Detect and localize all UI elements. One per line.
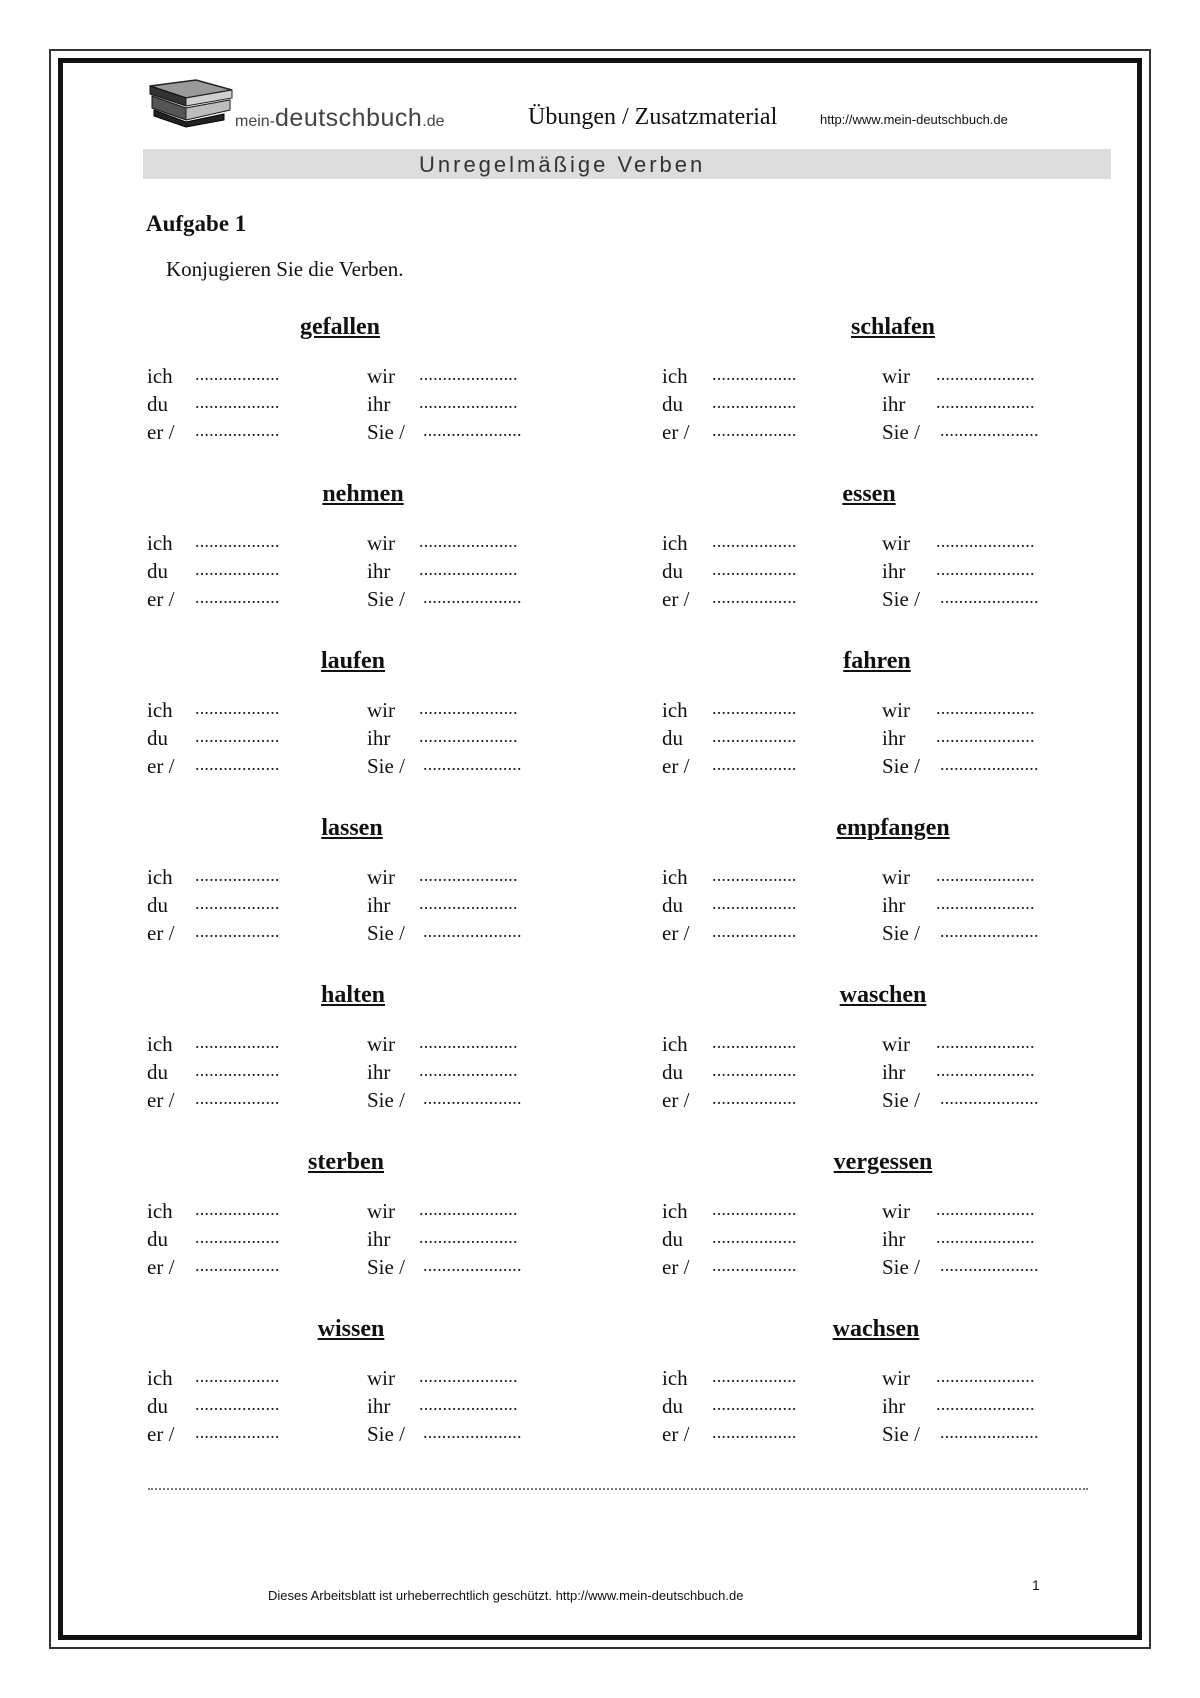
answer-blank-sie: ..................... [423,587,522,607]
conjugation-row [662,1366,1102,1394]
answer-blank-sie: ..................... [423,420,522,440]
verb-title: fahren [843,648,911,674]
answer-blank-ihr: ..................... [419,559,518,579]
pronoun-er: er / [662,1088,690,1112]
verb-title: vergessen [833,1149,933,1175]
answer-blank-du: .................. [195,893,280,913]
page-number: 1 [1032,1577,1040,1593]
answer-blank-sie: ..................... [940,1255,1039,1275]
header-url: http://www.mein-deutschbuch.de [820,112,1008,127]
header-title: Übungen / Zusatzmaterial [528,104,778,130]
conjugation-row [662,1227,1102,1255]
answer-blank-du: .................. [712,1227,797,1247]
verb-title: gefallen [300,314,380,340]
answer-blank-wir: ..................... [936,865,1035,885]
pronoun-du: du [662,392,683,416]
conjugation-row [662,865,1102,893]
pronoun-sie: Sie / [367,754,405,778]
verb-block-empfangen [662,815,1082,955]
pronoun-ich: ich [147,531,173,555]
pronoun-ich: ich [662,1032,688,1056]
pronoun-du: du [147,1227,168,1251]
answer-blank-er: .................. [712,1255,797,1275]
conjugation-row [147,587,587,615]
answer-blank-ihr: ..................... [936,1394,1035,1414]
answer-blank-wir: ..................... [419,1366,518,1386]
pronoun-wir: wir [367,1199,395,1223]
pronoun-sie: Sie / [882,1088,920,1112]
verb-block-halten [147,982,567,1122]
pronoun-du: du [662,726,683,750]
verb-block-gefallen [147,314,567,454]
answer-blank-sie: ..................... [423,1255,522,1275]
answer-blank-er: .................. [712,1422,797,1442]
conjugation-row [147,1088,587,1116]
pronoun-wir: wir [882,364,910,388]
footer-copyright: Dieses Arbeitsblatt ist urheberrechtlich geschützt. http://www.mein-deutschbuch.de [268,1588,744,1603]
answer-blank-wir: ..................... [936,1366,1035,1386]
pronoun-er: er / [147,921,175,945]
pronoun-wir: wir [882,698,910,722]
pronoun-ich: ich [147,1199,173,1223]
answer-blank-ihr: ..................... [419,1394,518,1414]
answer-blank-ich: .................. [195,698,280,718]
pronoun-er: er / [147,1088,175,1112]
conjugation-row [147,754,587,782]
pronoun-du: du [662,1060,683,1084]
answer-blank-er: .................. [195,1422,280,1442]
answer-blank-er: .................. [195,420,280,440]
verb-block-waschen [662,982,1082,1122]
pronoun-sie: Sie / [882,1255,920,1279]
pronoun-ihr: ihr [882,1227,906,1251]
conjugation-row [147,1199,587,1227]
verb-block-schlafen [662,314,1082,454]
pronoun-er: er / [662,921,690,945]
pronoun-ich: ich [662,364,688,388]
pronoun-wir: wir [882,531,910,555]
answer-blank-ich: .................. [195,531,280,551]
conjugation-row [662,559,1102,587]
answer-blank-wir: ..................... [419,1199,518,1219]
pronoun-er: er / [662,587,690,611]
pronoun-er: er / [147,1422,175,1446]
pronoun-du: du [147,1060,168,1084]
answer-blank-sie: ..................... [423,921,522,941]
pronoun-ihr: ihr [882,1394,906,1418]
answer-blank-du: .................. [195,1394,280,1414]
conjugation-row [662,921,1102,949]
pronoun-er: er / [662,1255,690,1279]
answer-blank-du: .................. [195,1227,280,1247]
pronoun-du: du [662,1227,683,1251]
verb-block-laufen [147,648,567,788]
conjugation-row [662,726,1102,754]
brand-tld: .de [422,113,445,130]
task-instruction: Konjugieren Sie die Verben. [166,257,404,281]
conjugation-row [662,1255,1102,1283]
pronoun-ich: ich [662,698,688,722]
answer-blank-du: .................. [195,392,280,412]
answer-blank-sie: ..................... [940,420,1039,440]
verb-title: laufen [320,648,386,674]
answer-blank-wir: ..................... [936,364,1035,384]
answer-blank-ihr: ..................... [936,1060,1035,1080]
verb-block-lassen [147,815,567,955]
dotted-separator [148,1488,1088,1490]
pronoun-sie: Sie / [367,587,405,611]
answer-blank-sie: ..................... [940,1422,1039,1442]
answer-blank-ich: .................. [712,364,797,384]
conjugation-row [662,1088,1102,1116]
pronoun-er: er / [662,420,690,444]
answer-blank-er: .................. [712,754,797,774]
pronoun-ich: ich [147,1366,173,1390]
conjugation-row [662,1060,1102,1088]
answer-blank-ihr: ..................... [419,1227,518,1247]
pronoun-sie: Sie / [367,1255,405,1279]
answer-blank-er: .................. [712,587,797,607]
answer-blank-wir: ..................... [419,698,518,718]
answer-blank-ihr: ..................... [419,1060,518,1080]
pronoun-wir: wir [367,531,395,555]
verb-block-wachsen [662,1316,1082,1456]
pronoun-sie: Sie / [367,1088,405,1112]
pronoun-du: du [147,392,168,416]
answer-blank-er: .................. [195,1255,280,1275]
pronoun-wir: wir [882,1366,910,1390]
answer-blank-ich: .................. [712,1366,797,1386]
answer-blank-sie: ..................... [423,754,522,774]
pronoun-sie: Sie / [882,420,920,444]
answer-blank-sie: ..................... [423,1088,522,1108]
conjugation-row [147,392,587,420]
answer-blank-du: .................. [195,1060,280,1080]
verb-title: essen [842,481,896,507]
answer-blank-er: .................. [195,1088,280,1108]
answer-blank-wir: ..................... [936,1199,1035,1219]
conjugation-row [147,726,587,754]
task-title: Aufgabe 1 [146,211,247,236]
answer-blank-ihr: ..................... [936,559,1035,579]
worksheet-title: Unregelmäßige Verben [419,152,706,177]
pronoun-sie: Sie / [882,1422,920,1446]
answer-blank-ihr: ..................... [936,1227,1035,1247]
answer-blank-er: .................. [195,587,280,607]
title-bar [143,149,1111,179]
answer-blank-er: .................. [712,921,797,941]
answer-blank-sie: ..................... [940,1088,1039,1108]
answer-blank-er: .................. [712,420,797,440]
pronoun-sie: Sie / [367,1422,405,1446]
answer-blank-ich: .................. [195,1032,280,1052]
pronoun-du: du [147,559,168,583]
pronoun-ich: ich [147,364,173,388]
answer-blank-du: .................. [195,559,280,579]
verb-title: empfangen [836,815,950,841]
pronoun-ich: ich [147,1032,173,1056]
conjugation-row [147,893,587,921]
answer-blank-sie: ..................... [423,1422,522,1442]
pronoun-er: er / [662,1422,690,1446]
pronoun-wir: wir [367,1366,395,1390]
verb-title: wachsen [832,1316,920,1342]
answer-blank-er: .................. [195,754,280,774]
pronoun-du: du [662,559,683,583]
answer-blank-du: .................. [712,726,797,746]
conjugation-row [147,531,587,559]
conjugation-row [662,392,1102,420]
verb-block-nehmen [147,481,567,621]
verb-block-fahren [662,648,1082,788]
brand-name [235,104,445,133]
answer-blank-du: .................. [712,893,797,913]
verb-title: schlafen [851,314,935,340]
answer-blank-ich: .................. [712,1032,797,1052]
pronoun-er: er / [147,420,175,444]
answer-blank-wir: ..................... [936,698,1035,718]
verb-block-wissen [147,1316,567,1456]
verb-title: waschen [839,982,927,1008]
conjugation-row [662,1199,1102,1227]
conjugation-row [662,754,1102,782]
book-stack-logo-icon [146,76,236,128]
answer-blank-du: .................. [712,1394,797,1414]
answer-blank-ihr: ..................... [936,893,1035,913]
pronoun-er: er / [147,754,175,778]
verb-title: wissen [317,1316,385,1342]
conjugation-row [147,1422,587,1450]
conjugation-row [662,1032,1102,1060]
answer-blank-ich: .................. [195,364,280,384]
conjugation-row [147,1366,587,1394]
answer-blank-wir: ..................... [419,531,518,551]
conjugation-row [147,559,587,587]
answer-blank-ich: .................. [195,1366,280,1386]
conjugation-row [662,531,1102,559]
answer-blank-sie: ..................... [940,754,1039,774]
pronoun-du: du [147,893,168,917]
conjugation-row [147,364,587,392]
pronoun-wir: wir [882,1199,910,1223]
pronoun-sie: Sie / [882,754,920,778]
pronoun-ihr: ihr [882,726,906,750]
pronoun-ihr: ihr [882,559,906,583]
pronoun-ihr: ihr [367,1394,391,1418]
pronoun-du: du [147,1394,168,1418]
pronoun-er: er / [147,1255,175,1279]
pronoun-du: du [147,726,168,750]
pronoun-ihr: ihr [367,392,391,416]
conjugation-row [662,698,1102,726]
conjugation-row [147,865,587,893]
brand-prefix: mein- [235,113,276,130]
conjugation-row [147,1032,587,1060]
answer-blank-wir: ..................... [419,865,518,885]
answer-blank-wir: ..................... [936,531,1035,551]
conjugation-row [147,698,587,726]
pronoun-er: er / [147,587,175,611]
conjugation-row [662,893,1102,921]
verb-title: lassen [321,815,383,841]
pronoun-ihr: ihr [367,1060,391,1084]
conjugation-row [147,1060,587,1088]
pronoun-wir: wir [882,1032,910,1056]
pronoun-wir: wir [882,865,910,889]
pronoun-ihr: ihr [367,559,391,583]
answer-blank-du: .................. [712,1060,797,1080]
answer-blank-ich: .................. [712,1199,797,1219]
verb-title: sterben [308,1149,384,1175]
answer-blank-ich: .................. [712,865,797,885]
pronoun-ich: ich [662,531,688,555]
answer-blank-wir: ..................... [936,1032,1035,1052]
pronoun-sie: Sie / [367,420,405,444]
answer-blank-ihr: ..................... [936,726,1035,746]
pronoun-ich: ich [147,698,173,722]
answer-blank-du: .................. [712,559,797,579]
pronoun-wir: wir [367,698,395,722]
verb-title: nehmen [322,481,404,507]
verb-block-vergessen [662,1149,1082,1289]
pronoun-ihr: ihr [367,726,391,750]
pronoun-ich: ich [662,1199,688,1223]
conjugation-row [662,587,1102,615]
brand-main: deutschbuch [275,104,423,132]
answer-blank-sie: ..................... [940,587,1039,607]
pronoun-du: du [662,1394,683,1418]
pronoun-ich: ich [662,1366,688,1390]
answer-blank-ich: .................. [712,531,797,551]
conjugation-row [147,921,587,949]
pronoun-ihr: ihr [882,392,906,416]
conjugation-row [147,1255,587,1283]
pronoun-du: du [662,893,683,917]
pronoun-wir: wir [367,364,395,388]
verb-block-essen [662,481,1082,621]
answer-blank-ihr: ..................... [419,893,518,913]
answer-blank-er: .................. [195,921,280,941]
answer-blank-du: .................. [712,392,797,412]
pronoun-ihr: ihr [882,1060,906,1084]
pronoun-ihr: ihr [367,893,391,917]
answer-blank-ihr: ..................... [419,726,518,746]
answer-blank-er: .................. [712,1088,797,1108]
answer-blank-ihr: ..................... [419,392,518,412]
pronoun-sie: Sie / [882,921,920,945]
pronoun-er: er / [662,754,690,778]
pronoun-sie: Sie / [882,587,920,611]
conjugation-row [662,420,1102,448]
pronoun-ihr: ihr [367,1227,391,1251]
conjugation-row [147,1227,587,1255]
answer-blank-wir: ..................... [419,364,518,384]
answer-blank-ich: .................. [195,1199,280,1219]
pronoun-wir: wir [367,1032,395,1056]
pronoun-wir: wir [367,865,395,889]
answer-blank-du: .................. [195,726,280,746]
answer-blank-ich: .................. [195,865,280,885]
pronoun-ich: ich [147,865,173,889]
pronoun-ihr: ihr [882,893,906,917]
conjugation-row [662,1394,1102,1422]
answer-blank-sie: ..................... [940,921,1039,941]
pronoun-ich: ich [662,865,688,889]
conjugation-row [662,1422,1102,1450]
verb-block-sterben [147,1149,567,1289]
answer-blank-wir: ..................... [419,1032,518,1052]
verb-title: halten [320,982,386,1008]
answer-blank-ich: .................. [712,698,797,718]
conjugation-row [147,420,587,448]
pronoun-sie: Sie / [367,921,405,945]
answer-blank-ihr: ..................... [936,392,1035,412]
conjugation-row [662,364,1102,392]
conjugation-row [147,1394,587,1422]
